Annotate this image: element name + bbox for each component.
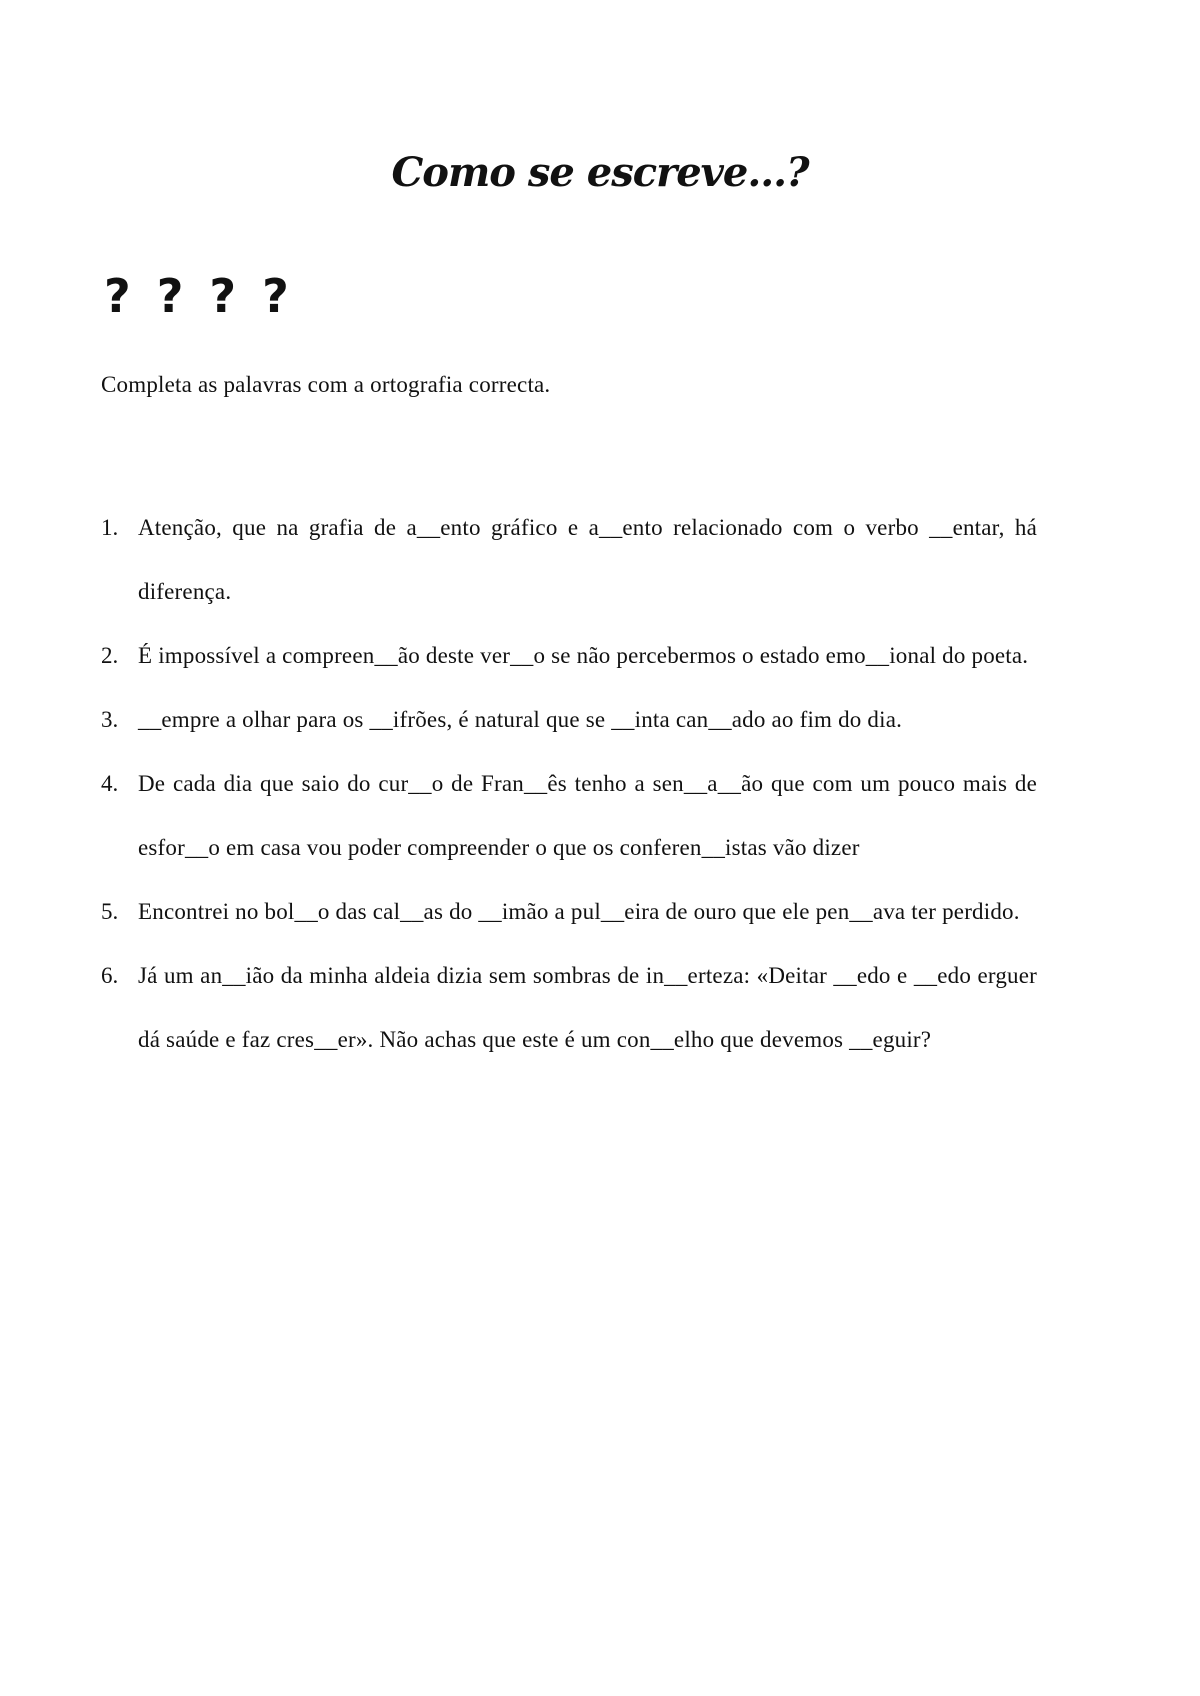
- exercise-list: [101, 496, 1037, 1072]
- exercise-text: __empre a olhar para os __ifrões, é natural que se __inta can__ado ao fim do dia.: [138, 707, 903, 732]
- page-title: Como se escreve...?: [391, 149, 809, 196]
- exercise-number: 4.: [101, 771, 119, 796]
- exercise-text: Já um an__ião da minha aldeia dizia sem sombras de in__erteza: «Deitar __edo e __edo erguer dá saúde e faz cres__er». Não achas que este é um con__elho que devemos __eguir?: [138, 963, 1037, 1052]
- exercise-text: É impossível a compreen__ão deste ver__o se não percebermos o estado emo__ional do poeta.: [138, 643, 1029, 668]
- exercise-item-1: [101, 496, 1037, 624]
- exercise-text: Atenção, que na grafia de a__ento gráfico e a__ento relacionado com o verbo __entar, há diferença.: [138, 515, 1037, 604]
- exercise-item-5: [101, 880, 1037, 944]
- question-marks-heading: ? ? ? ?: [104, 269, 291, 323]
- exercise-number: 6.: [101, 963, 119, 988]
- exercise-text: Encontrei no bol__o das cal__as do __imão a pul__eira de ouro que ele pen__ava ter perdido.: [138, 899, 1020, 924]
- exercise-text: De cada dia que saio do cur__o de Fran__ês tenho a sen__a__ão que com um pouco mais de esfor__o em casa vou poder compreender o que os conferen__istas vão dizer: [138, 771, 1037, 860]
- exercise-item-2: [101, 624, 1037, 688]
- exercise-number: 3.: [101, 707, 119, 732]
- exercise-number: 1.: [101, 515, 119, 540]
- exercise-item-3: [101, 688, 1037, 752]
- exercise-number: 5.: [101, 899, 119, 924]
- exercise-item-4: [101, 752, 1037, 880]
- exercise-item-6: [101, 944, 1037, 1072]
- instruction-text: Completa as palavras com a ortografia correcta.: [101, 372, 551, 397]
- exercise-number: 2.: [101, 643, 119, 668]
